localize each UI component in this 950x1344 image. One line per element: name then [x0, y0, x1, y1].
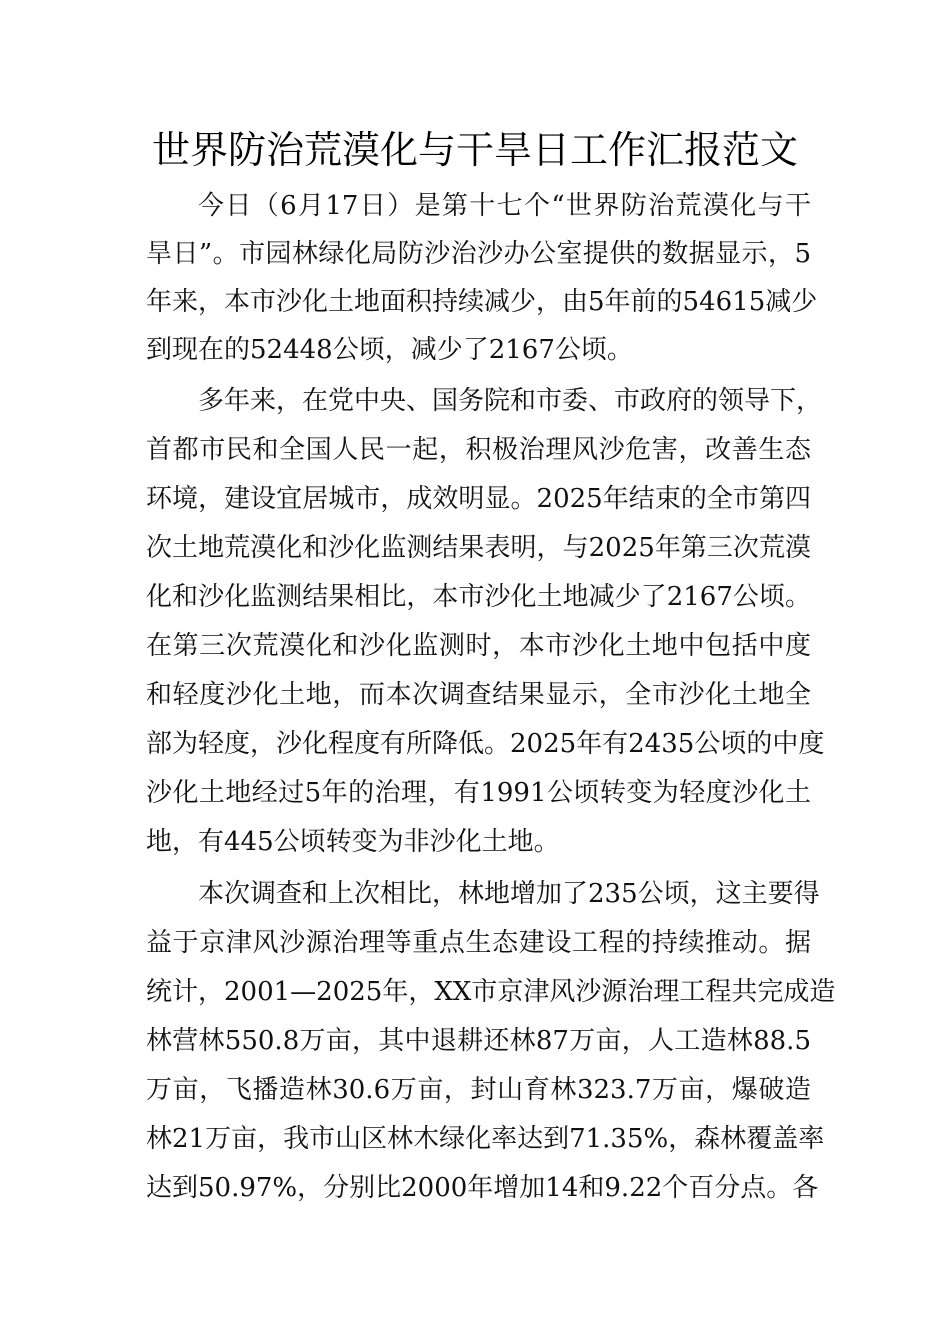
paragraph-line: 环境，建设宜居城市，成效明显。2025年结束的全市第四: [146, 484, 811, 514]
paragraph-line: 次土地荒漠化和沙化监测结果表明，与2025年第三次荒漠: [146, 533, 811, 563]
paragraph-line: 地，有445公顷转变为非沙化土地。: [146, 827, 560, 857]
paragraph-line: 统计，2001—2025年，XX市京津风沙源治理工程共完成造: [146, 977, 836, 1007]
paragraph-line: 多年来，在党中央、国务院和市委、市政府的领导下，: [198, 386, 823, 416]
paragraph-line: 沙化土地经过5年的治理，有1991公顷转变为轻度沙化土: [146, 778, 811, 808]
paragraph-line: 化和沙化监测结果相比，本市沙化土地减少了2167公顷。: [146, 582, 811, 612]
paragraph-line: 旱日”。市园林绿化局防沙治沙办公室提供的数据显示，5: [146, 239, 811, 269]
paragraph-line: 和轻度沙化土地，而本次调查结果显示，全市沙化土地全: [146, 680, 811, 710]
paragraph-line: 部为轻度，沙化程度有所降低。2025年有2435公顷的中度: [146, 729, 825, 759]
paragraph-line: 在第三次荒漠化和沙化监测时，本市沙化土地中包括中度: [146, 631, 811, 661]
paragraph-line: 达到50.97%，分别比2000年增加14和9.22个百分点。各: [146, 1173, 819, 1203]
paragraph-line: 年来，本市沙化土地面积持续减少，由5年前的54615减少: [146, 287, 818, 317]
paragraph-line: 万亩，飞播造林30.6万亩，封山育林323.7万亩，爆破造: [146, 1075, 811, 1105]
paragraph-line: 林营林550.8万亩，其中退耕还林87万亩，人工造林88.5: [146, 1026, 811, 1056]
paragraph-line: 今日（6月17日）是第十七个“世界防治荒漠化与干: [198, 191, 811, 221]
paragraph-line: 林21万亩，我市山区林木绿化率达到71.35%，森林覆盖率: [146, 1124, 825, 1154]
paragraph-line: 到现在的52448公顷，减少了2167公顷。: [146, 335, 633, 365]
document-title: 世界防治荒漠化与干旱日工作汇报范文: [151, 128, 798, 172]
paragraph-line: 首都市民和全国人民一起，积极治理风沙危害，改善生态: [146, 435, 811, 465]
paragraph-line: 本次调查和上次相比，林地增加了235公顷，这主要得: [198, 879, 820, 909]
paragraph-line: 益于京津风沙源治理等重点生态建设工程的持续推动。据: [146, 928, 811, 958]
